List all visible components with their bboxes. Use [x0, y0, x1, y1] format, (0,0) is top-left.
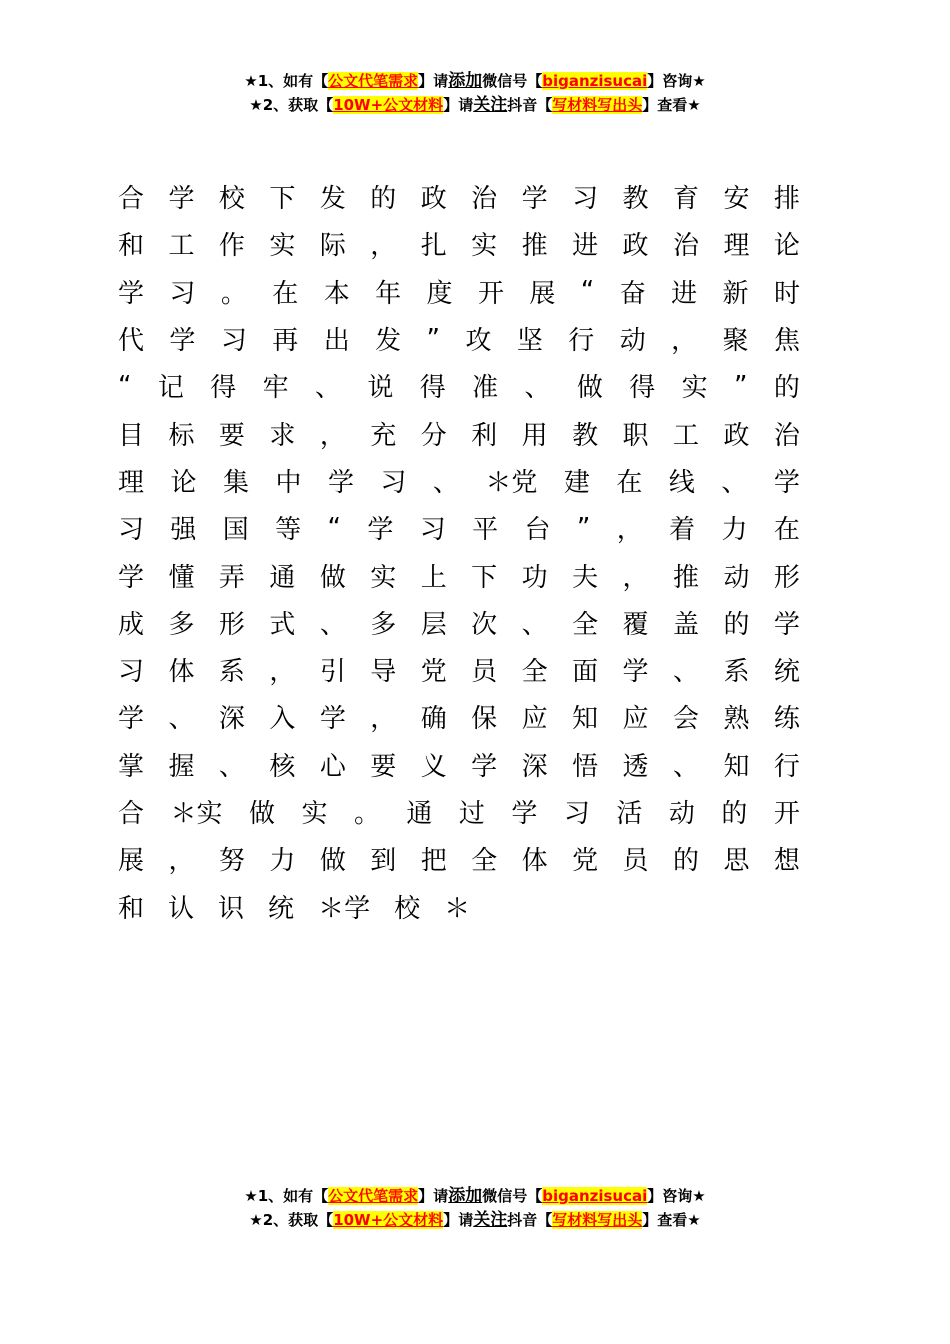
text-char: 学: [327, 467, 354, 498]
text-char: 在: [773, 515, 800, 546]
text-char: 焦: [773, 326, 800, 357]
text-char: 要: [370, 751, 397, 782]
text-char: 和: [118, 231, 145, 262]
text-char: ，: [616, 515, 643, 546]
text-char: 攻: [465, 326, 492, 357]
text-line: [118, 646, 800, 693]
text-char: 牢: [262, 373, 289, 404]
text-line: [118, 504, 800, 551]
text-char: 线: [668, 467, 695, 498]
text-char: 政: [420, 184, 447, 215]
text-char: 在: [272, 278, 299, 309]
highlight-wechat-id: biganzisucai: [542, 72, 648, 90]
text-char: 发: [319, 184, 346, 215]
text-char: 体: [168, 657, 195, 688]
text-char: 展: [118, 846, 145, 877]
text-char: 入: [269, 704, 296, 735]
text-char: 的: [773, 373, 800, 404]
text-char: 和: [118, 893, 145, 924]
text-char: 学: [521, 184, 548, 215]
text-char: 会: [672, 704, 699, 735]
text-char: 式: [269, 609, 296, 640]
text-char: 的: [721, 799, 748, 829]
text-char: 进: [671, 278, 698, 309]
text-char: 员: [622, 846, 649, 877]
text-char: 全: [471, 846, 498, 877]
text-char: 深: [218, 704, 245, 735]
text-char: 安: [723, 184, 750, 215]
text-char: 工: [672, 420, 699, 451]
text-char: 理: [118, 467, 145, 498]
text-char: 行: [568, 326, 595, 357]
text-char: 统: [773, 657, 800, 688]
text-line: [118, 409, 800, 456]
text-char: 充: [370, 420, 397, 451]
text-char: 活: [616, 799, 643, 829]
text-char: 出: [323, 326, 350, 357]
text-char: 论: [773, 231, 800, 262]
text-line: [118, 220, 800, 267]
highlight-materials: 10W+公文材料: [333, 1211, 444, 1229]
text-char: 学: [367, 515, 394, 546]
banner-line-1: ★1、如有【公文代笔需求】请添加微信号【biganzisucai】咨询★: [244, 1186, 706, 1206]
text-char: 开: [773, 799, 800, 829]
footer-banner: [0, 1184, 950, 1232]
text-char: 。: [220, 278, 247, 309]
text-char: 握: [168, 751, 195, 782]
text-char: 政: [723, 420, 750, 451]
text-char: 习: [220, 326, 247, 357]
text-char: 熟: [723, 704, 750, 735]
text-char: 实: [269, 231, 296, 262]
text-char: 治: [471, 184, 498, 215]
banner-line-2: ★2、获取【10W+公文材料】请关注抖音【写材料写出头】查看★: [249, 1210, 701, 1230]
text-char: 的: [672, 846, 699, 877]
text-char: 把: [420, 846, 447, 877]
text-char: 力: [269, 846, 296, 877]
text-char: 治: [672, 231, 699, 262]
text-char: 开: [477, 278, 504, 309]
text-char: 集: [222, 467, 249, 498]
text-char: “: [580, 276, 595, 307]
text-char: 学: [118, 704, 145, 735]
highlight-douyin: 写材料写出头: [552, 1211, 643, 1229]
text-char: 、: [721, 467, 748, 498]
text-char: 功: [521, 562, 548, 593]
text-line: [118, 551, 800, 598]
text-char: 学: [511, 799, 538, 829]
text-char: 。: [353, 799, 380, 829]
highlight-service: 公文代笔需求: [328, 72, 419, 90]
text-char: 知: [572, 704, 599, 735]
text-line: [118, 173, 800, 220]
text-line: [118, 693, 800, 740]
text-char: 教: [622, 184, 649, 215]
text-char: 、: [218, 751, 245, 782]
text-char: 的: [723, 609, 750, 640]
text-char: ”: [733, 370, 748, 401]
text-char: 的: [370, 184, 397, 215]
text-char: ”: [576, 512, 591, 543]
text-char: 进: [572, 231, 599, 262]
text-char: 推: [521, 231, 548, 262]
text-char: 悟: [572, 751, 599, 782]
text-char: 做: [248, 799, 275, 829]
text-char: 通: [269, 562, 296, 593]
text-char: 党: [572, 846, 599, 877]
text-char: 应: [521, 704, 548, 735]
text-char: 治: [773, 420, 800, 451]
text-char: 建: [563, 467, 590, 498]
text-char: 想: [773, 846, 800, 877]
text-char: 多: [168, 609, 195, 640]
text-char: 引: [319, 657, 346, 688]
text-char: 强: [170, 515, 197, 546]
text-char: 坚: [516, 326, 543, 357]
text-char: 知: [723, 751, 750, 782]
text-char: 学: [118, 562, 145, 593]
text-char: 、: [314, 373, 341, 404]
text-char: 论: [170, 467, 197, 498]
text-char: 动: [723, 562, 750, 593]
text-char: 员: [471, 657, 498, 688]
text-char: 奋: [619, 278, 646, 309]
text-char: ，: [269, 657, 296, 688]
text-char: 透: [622, 751, 649, 782]
text-char: 台: [524, 515, 551, 546]
text-char: 用: [521, 420, 548, 451]
text-char: 度: [426, 278, 453, 309]
text-char: 职: [622, 420, 649, 451]
text-char: 习: [118, 515, 145, 546]
text-char: 新: [722, 278, 749, 309]
text-char: 核: [269, 751, 296, 782]
text-char: 实: [471, 231, 498, 262]
text-char: ，: [671, 326, 698, 357]
text-char: 练: [773, 704, 800, 735]
text-char: 盖: [672, 609, 699, 640]
text-char: 形: [218, 609, 245, 640]
text-char: 动: [668, 799, 695, 829]
banner-line-2: ★2、获取【10W+公文材料】请关注抖音【写材料写出头】查看★: [249, 95, 701, 115]
text-char: ，: [319, 420, 346, 451]
header-banner: [0, 69, 950, 117]
text-char: 层: [420, 609, 447, 640]
text-char: 懂: [168, 562, 195, 593]
text-char: 国: [222, 515, 249, 546]
text-char: 下: [269, 184, 296, 215]
text-char: 、: [319, 609, 346, 640]
text-char: 推: [672, 562, 699, 593]
text-char: 中: [275, 467, 302, 498]
text-char: 努: [218, 846, 245, 877]
text-char: 习: [118, 657, 145, 688]
text-char: 行: [773, 751, 800, 782]
text-char: 做: [319, 562, 346, 593]
text-char: 得: [210, 373, 237, 404]
text-char: 排: [773, 184, 800, 215]
text-char: 党: [420, 657, 447, 688]
text-char: 本: [323, 278, 350, 309]
banner-line-1: ★1、如有【公文代笔需求】请添加微信号【biganzisucai】咨询★: [244, 71, 706, 91]
text-char: 习: [419, 515, 446, 546]
highlight-wechat-id: biganzisucai: [542, 1187, 648, 1205]
text-char: 系: [218, 657, 245, 688]
text-char: 、: [432, 467, 459, 498]
text-char: 利: [471, 420, 498, 451]
text-char: ，: [168, 846, 195, 877]
text-char: 学: [168, 184, 195, 215]
text-char: 说: [367, 373, 394, 404]
text-char: 实: [301, 799, 328, 829]
text-char: 求: [269, 420, 296, 451]
text-char: 教: [572, 420, 599, 451]
text-char: 目: [118, 420, 145, 451]
text-char: 通: [406, 799, 433, 829]
text-char: 要: [218, 420, 245, 451]
text-char: 到: [370, 846, 397, 877]
text-char: 系: [723, 657, 750, 688]
text-char: 发: [375, 326, 402, 357]
text-char: 全: [572, 609, 599, 640]
text-char: “: [118, 370, 132, 401]
text-char: ，: [370, 231, 397, 262]
text-char: 弄: [218, 562, 245, 593]
text-char: 学: [319, 704, 346, 735]
text-char: 识: [218, 893, 245, 924]
text-char: 思: [723, 846, 750, 877]
text-char: 合: [118, 799, 145, 829]
text-line: [118, 457, 800, 504]
text-char: 习: [169, 278, 196, 309]
text-char: 形: [773, 562, 800, 593]
text-char: 、: [521, 609, 548, 640]
text-line: [118, 788, 800, 835]
text-char: 理: [723, 231, 750, 262]
text-char: 学: [773, 609, 800, 640]
text-char: 合: [118, 184, 145, 215]
text-char: 校: [394, 893, 421, 924]
text-char: 得: [419, 373, 446, 404]
highlight-materials: 10W+公文材料: [333, 96, 444, 114]
text-char: 扎: [420, 231, 447, 262]
text-char: 做: [576, 373, 603, 404]
text-line: [118, 741, 800, 788]
text-char: 等: [275, 515, 302, 546]
text-char: 导: [370, 657, 397, 688]
text-char: 力: [721, 515, 748, 546]
text-char: 在: [616, 467, 643, 498]
text-char: ，: [370, 704, 397, 735]
text-char: 、: [168, 704, 195, 735]
text-char: 认: [168, 893, 195, 924]
text-char: 得: [629, 373, 656, 404]
text-char: 统: [268, 893, 295, 924]
text-char: 面: [572, 657, 599, 688]
document-body: [118, 173, 800, 930]
text-char: 分: [420, 420, 447, 451]
text-char: 再: [272, 326, 299, 357]
highlight-service: 公文代笔需求: [328, 1187, 419, 1205]
text-line: [118, 315, 800, 362]
text-char: 学: [773, 467, 800, 498]
text-line: [118, 268, 800, 315]
highlight-douyin: 写材料写出头: [552, 96, 643, 114]
text-char: 学: [622, 657, 649, 688]
text-char: ，: [622, 562, 649, 593]
text-char: 习: [563, 799, 590, 829]
text-char: 过: [458, 799, 485, 829]
text-char: 覆: [622, 609, 649, 640]
text-char: 动: [619, 326, 646, 357]
text-char: 多: [370, 609, 397, 640]
text-char: 工: [168, 231, 195, 262]
text-line: [118, 835, 800, 882]
text-char: 准: [472, 373, 499, 404]
text-char: ＊: [444, 893, 471, 924]
text-char: 、: [672, 751, 699, 782]
text-char: 实: [370, 562, 397, 593]
text-char: 次: [471, 609, 498, 640]
text-char: 习: [380, 467, 407, 498]
text-char: 体: [521, 846, 548, 877]
text-char: ＊实: [170, 799, 223, 829]
text-char: 义: [420, 751, 447, 782]
text-line: [118, 362, 800, 409]
text-char: 保: [471, 704, 498, 735]
text-line: [118, 882, 800, 929]
text-char: 上: [420, 562, 447, 593]
text-char: 确: [420, 704, 447, 735]
text-char: 下: [471, 562, 498, 593]
text-char: 应: [622, 704, 649, 735]
text-char: 展: [529, 278, 556, 309]
text-char: 做: [319, 846, 346, 877]
text-char: 深: [521, 751, 548, 782]
text-char: 实: [681, 373, 708, 404]
text-char: 、: [672, 657, 699, 688]
text-char: 年: [375, 278, 402, 309]
text-char: 际: [319, 231, 346, 262]
text-char: ”: [426, 323, 441, 354]
text-char: ＊党: [485, 467, 538, 498]
text-char: ＊学: [318, 893, 371, 924]
text-char: 作: [218, 231, 245, 262]
text-char: 心: [319, 751, 346, 782]
text-char: 政: [622, 231, 649, 262]
text-char: 标: [168, 420, 195, 451]
text-line: [118, 599, 800, 646]
text-char: 育: [672, 184, 699, 215]
text-char: 习: [572, 184, 599, 215]
text-char: 时: [773, 278, 800, 309]
text-char: 记: [157, 373, 184, 404]
text-char: 平: [472, 515, 499, 546]
text-char: 学: [118, 278, 145, 309]
text-char: 、: [524, 373, 551, 404]
text-char: 成: [118, 609, 145, 640]
text-char: 聚: [722, 326, 749, 357]
text-char: 学: [471, 751, 498, 782]
text-char: “: [327, 512, 341, 543]
text-char: 着: [669, 515, 696, 546]
text-char: 掌: [118, 751, 145, 782]
text-char: 全: [521, 657, 548, 688]
text-char: 夫: [572, 562, 599, 593]
text-char: 代: [118, 326, 145, 357]
text-char: 校: [218, 184, 245, 215]
text-char: 学: [169, 326, 196, 357]
